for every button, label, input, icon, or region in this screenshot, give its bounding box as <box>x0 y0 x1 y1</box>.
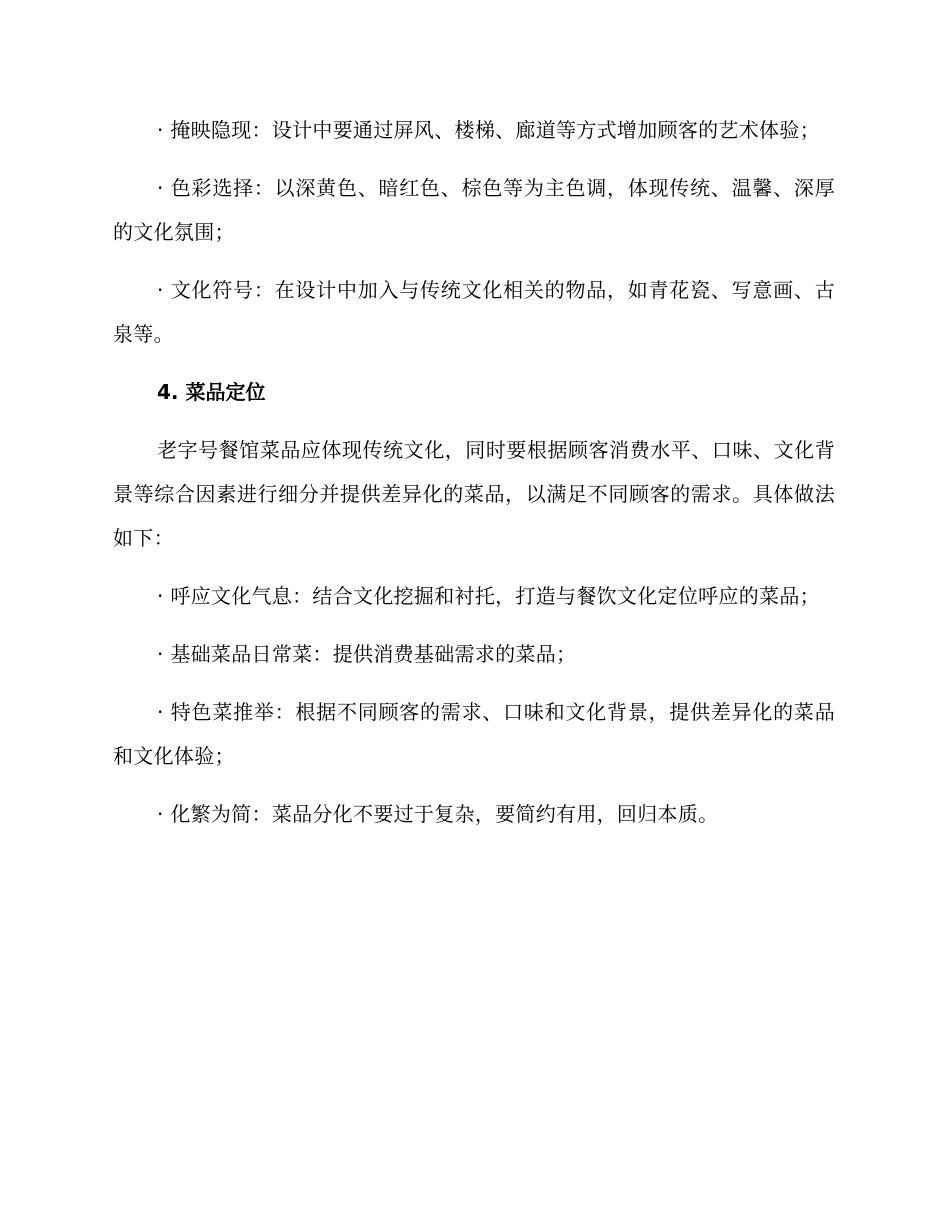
section-heading-dish-positioning: 4. 菜品定位 <box>157 380 266 404</box>
intro-paragraph: 老字号餐馆菜品应体现传统文化，同时要根据顾客消费水平、口味、文化背景等综合因素进行细分并提供差异化的菜品，以满足不同顾客的需求。具体做法如下： <box>113 438 835 550</box>
bullet-item-color-selection: · 色彩选择：以深黄色、暗红色、棕色等为主色调，体现传统、温馨、深厚的文化氛围； <box>113 176 835 244</box>
bullet-item-screen-concealment: · 掩映隐现：设计中要通过屏风、楼梯、廊道等方式增加顾客的艺术体验； <box>157 118 820 142</box>
document-page <box>113 108 835 850</box>
bullet-item-cultural-atmosphere: · 呼应文化气息：结合文化挖掘和衬托，打造与餐饮文化定位呼应的菜品； <box>157 584 820 608</box>
bullet-item-signature-dishes: · 特色菜推举：根据不同顾客的需求、口味和文化背景，提供差异化的菜品和文化体验； <box>113 700 835 768</box>
bullet-item-basic-dishes: · 基础菜品日常菜：提供消费基础需求的菜品； <box>157 642 577 666</box>
bullet-item-cultural-symbols: · 文化符号：在设计中加入与传统文化相关的物品，如青花瓷、写意画、古泉等。 <box>113 278 835 346</box>
bullet-item-simplify: · 化繁为简：菜品分化不要过于复杂，要简约有用，回归本质。 <box>157 802 719 826</box>
